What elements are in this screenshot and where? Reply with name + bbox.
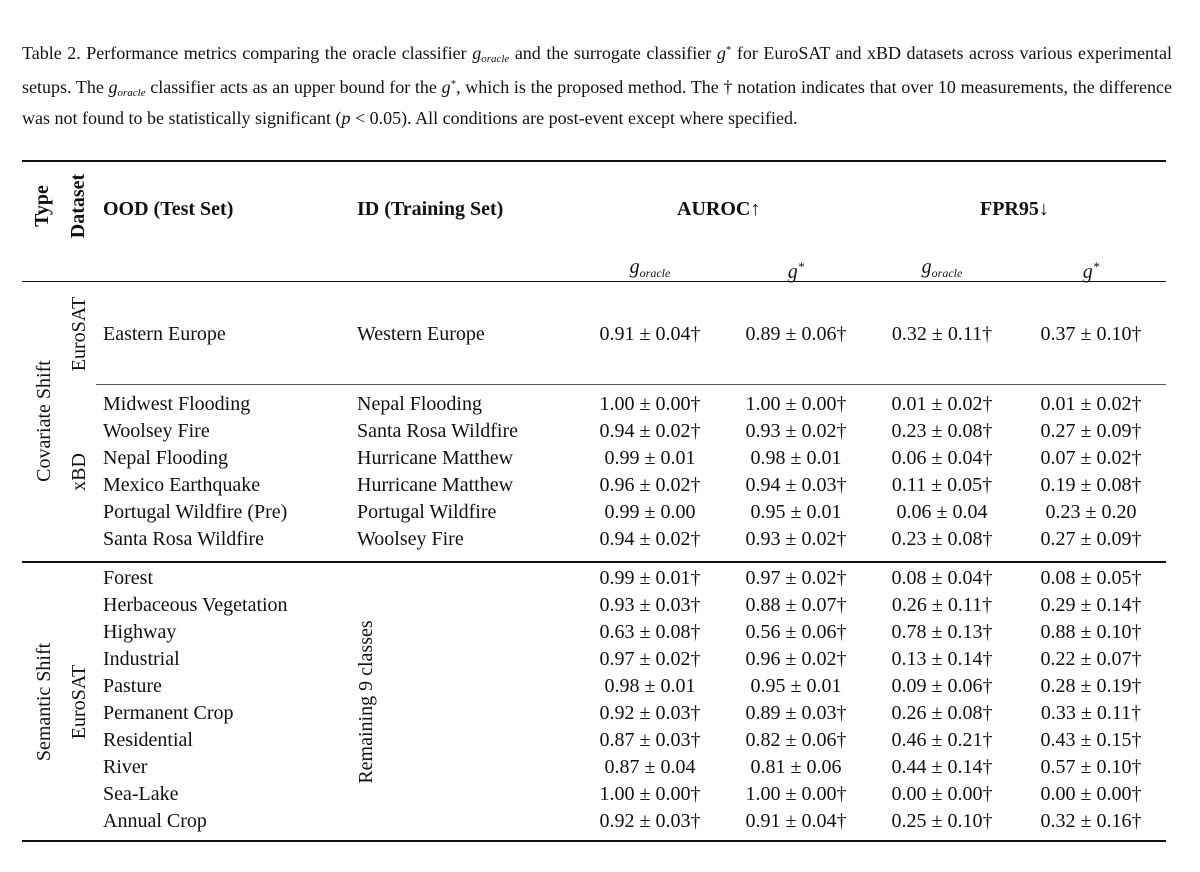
cell-auroc-oracle: 0.87 ± 0.03† <box>599 729 701 751</box>
header-fpr-g-star: g* <box>1082 259 1100 283</box>
cell-auroc-g-star: 0.97 ± 0.02† <box>745 567 847 589</box>
cell-ood: Mexico Earthquake <box>103 474 261 496</box>
cell-fpr-g-star: 0.37 ± 0.10† <box>1040 323 1142 345</box>
cell-fpr-g-star: 0.88 ± 0.10† <box>1040 621 1142 643</box>
cell-auroc-oracle: 0.97 ± 0.02† <box>599 648 701 670</box>
cell-ood: Portugal Wildfire (Pre) <box>103 501 288 523</box>
caption-star-superscript-2: * <box>450 78 457 90</box>
header-dataset: Dataset <box>67 173 89 239</box>
cell-ood: Nepal Flooding <box>103 447 228 469</box>
cell-auroc-oracle: 0.92 ± 0.03† <box>599 702 701 724</box>
cell-fpr-oracle: 0.13 ± 0.14† <box>891 648 993 670</box>
cell-auroc-g-star: 0.95 ± 0.01 <box>750 675 842 697</box>
cell-ood: Pasture <box>103 675 162 697</box>
cell-ood: Midwest Flooding <box>103 393 251 415</box>
cell-fpr-g-star: 0.23 ± 0.20 <box>1045 501 1137 523</box>
cell-auroc-oracle: 0.96 ± 0.02† <box>599 474 701 496</box>
cell-id: Nepal Flooding <box>357 393 482 415</box>
cell-ood: Forest <box>103 567 153 589</box>
cell-auroc-oracle: 0.94 ± 0.02† <box>599 420 701 442</box>
cell-auroc-oracle: 0.99 ± 0.01† <box>599 567 701 589</box>
header-fpr-g-oracle: $g_{oracle}$ <box>921 256 963 280</box>
header-auroc: AUROC↑ <box>677 198 761 220</box>
cell-fpr-g-star: 0.29 ± 0.14† <box>1040 594 1142 616</box>
cell-fpr-g-star: 0.01 ± 0.02† <box>1040 393 1142 415</box>
cell-auroc-g-star: 1.00 ± 0.00† <box>745 783 847 805</box>
cell-auroc-oracle: 0.92 ± 0.03† <box>599 810 701 832</box>
cell-ood: Woolsey Fire <box>103 420 210 442</box>
cell-auroc-g-star: 0.82 ± 0.06† <box>745 729 847 751</box>
bottom-rule <box>22 840 1166 842</box>
caption-text-1: Table 2. Performance metrics comparing the oracle classifier <box>22 43 473 63</box>
caption-oracle-subscript: oracle <box>481 53 510 65</box>
cell-auroc-oracle: 0.63 ± 0.08† <box>599 621 701 643</box>
cell-auroc-g-star: 0.93 ± 0.02† <box>745 420 847 442</box>
cell-auroc-g-star: 0.98 ± 0.01 <box>750 447 842 469</box>
caption-g-oracle-symbol: g <box>472 43 482 63</box>
caption-text-6: < 0.05). All conditions are post-event except where specified. <box>350 108 798 128</box>
cell-fpr-g-star: 0.27 ± 0.09† <box>1040 420 1142 442</box>
dataset-eurosat-semantic: EuroSAT <box>68 664 90 740</box>
caption-g-star-symbol: g <box>716 43 726 63</box>
cell-ood: Eastern Europe <box>103 323 226 345</box>
cell-id: Woolsey Fire <box>357 528 464 550</box>
cell-id: Hurricane Matthew <box>357 447 514 469</box>
header-auroc-g-star: g* <box>787 259 805 283</box>
covariate-semantic-divider <box>22 561 1166 563</box>
cell-ood: Highway <box>103 621 177 643</box>
cell-auroc-oracle: 0.87 ± 0.04 <box>604 756 696 778</box>
caption-star-superscript: * <box>725 44 732 56</box>
cell-fpr-g-star: 0.43 ± 0.15† <box>1040 729 1142 751</box>
cell-fpr-oracle: 0.00 ± 0.00† <box>891 783 993 805</box>
cell-auroc-g-star: 0.96 ± 0.02† <box>745 648 847 670</box>
caption-text-3: for EuroSAT and xBD datasets across various experimental setups. The <box>22 43 1173 97</box>
cell-fpr-oracle: 0.23 ± 0.08† <box>891 420 993 442</box>
cell-auroc-oracle: 0.99 ± 0.01 <box>604 447 696 469</box>
cell-auroc-oracle: 0.93 ± 0.03† <box>599 594 701 616</box>
cell-fpr-oracle: 0.01 ± 0.02† <box>891 393 993 415</box>
cell-fpr-g-star: 0.27 ± 0.09† <box>1040 528 1142 550</box>
header-type: Type <box>31 185 53 227</box>
cell-auroc-oracle: 1.00 ± 0.00† <box>599 393 701 415</box>
cell-auroc-g-star: 0.91 ± 0.04† <box>745 810 847 832</box>
cell-auroc-g-star: 1.00 ± 0.00† <box>745 393 847 415</box>
header-auroc-g-oracle: $g_{oracle}$ <box>629 256 671 280</box>
cell-id: Western Europe <box>357 323 485 345</box>
header-fpr95: FPR95↓ <box>980 198 1049 220</box>
cell-fpr-oracle: 0.26 ± 0.08† <box>891 702 993 724</box>
cell-fpr-g-star: 0.28 ± 0.19† <box>1040 675 1142 697</box>
cell-fpr-g-star: 0.22 ± 0.07† <box>1040 648 1142 670</box>
eurosat-xbd-divider <box>96 384 1166 385</box>
cell-auroc-g-star: 0.95 ± 0.01 <box>750 501 842 523</box>
cell-fpr-oracle: 0.23 ± 0.08† <box>891 528 993 550</box>
cell-fpr-g-star: 0.07 ± 0.02† <box>1040 447 1142 469</box>
cell-auroc-g-star: 0.94 ± 0.03† <box>745 474 847 496</box>
caption-g-star-symbol-2: g <box>441 77 451 97</box>
cell-auroc-g-star: 0.56 ± 0.06† <box>745 621 847 643</box>
cell-ood: River <box>103 756 148 778</box>
cell-ood: Sea-Lake <box>103 783 179 805</box>
cell-auroc-g-star: 0.93 ± 0.02† <box>745 528 847 550</box>
cell-id: Santa Rosa Wildfire <box>357 420 519 442</box>
cell-ood: Residential <box>103 729 193 751</box>
group-semantic-shift: Semantic Shift <box>33 642 55 762</box>
cell-auroc-oracle: 0.99 ± 0.00 <box>604 501 696 523</box>
cell-fpr-g-star: 0.00 ± 0.00† <box>1040 783 1142 805</box>
cell-fpr-g-star: 0.33 ± 0.11† <box>1040 702 1142 724</box>
cell-id: Hurricane Matthew <box>357 474 514 496</box>
cell-fpr-oracle: 0.25 ± 0.10† <box>891 810 993 832</box>
cell-fpr-oracle: 0.06 ± 0.04† <box>891 447 993 469</box>
cell-auroc-oracle: 0.91 ± 0.04† <box>599 323 701 345</box>
cell-auroc-g-star: 0.88 ± 0.07† <box>745 594 847 616</box>
caption-text-5: , which is the proposed method. The † notation indicates that over 10 measurements, the difference was not found to be statistically significant ( <box>22 77 1172 128</box>
cell-fpr-g-star: 0.08 ± 0.05† <box>1040 567 1142 589</box>
cell-fpr-oracle: 0.08 ± 0.04† <box>891 567 993 589</box>
dataset-eurosat-covariate: EuroSAT <box>68 296 90 372</box>
dataset-xbd: xBD <box>68 453 90 491</box>
cell-fpr-oracle: 0.78 ± 0.13† <box>891 621 993 643</box>
cell-id: Portugal Wildfire <box>357 501 497 523</box>
cell-fpr-oracle: 0.06 ± 0.04 <box>896 501 988 523</box>
caption-g-oracle-symbol-2: g <box>108 77 118 97</box>
group-covariate-shift: Covariate Shift <box>33 360 55 482</box>
cell-auroc-oracle: 0.98 ± 0.01 <box>604 675 696 697</box>
cell-fpr-oracle: 0.46 ± 0.21† <box>891 729 993 751</box>
cell-fpr-g-star: 0.19 ± 0.08† <box>1040 474 1142 496</box>
header-ood: OOD (Test Set) <box>103 198 234 220</box>
cell-ood: Permanent Crop <box>103 702 234 724</box>
header-id: ID (Training Set) <box>357 198 504 220</box>
cell-ood: Annual Crop <box>103 810 207 832</box>
top-rule <box>22 160 1166 162</box>
caption-oracle-subscript-2: oracle <box>117 87 146 99</box>
cell-auroc-oracle: 1.00 ± 0.00† <box>599 783 701 805</box>
cell-ood: Herbaceous Vegetation <box>103 594 288 616</box>
table-caption <box>22 38 1172 131</box>
cell-fpr-g-star: 0.57 ± 0.10† <box>1040 756 1142 778</box>
cell-auroc-g-star: 0.89 ± 0.03† <box>745 702 847 724</box>
caption-p-symbol: p <box>341 108 351 128</box>
caption-text-4: classifier acts as an upper bound for the <box>145 77 442 97</box>
id-remaining-classes: Remaining 9 classes <box>355 620 377 784</box>
cell-auroc-g-star: 0.81 ± 0.06 <box>750 756 842 778</box>
cell-fpr-oracle: 0.09 ± 0.06† <box>891 675 993 697</box>
cell-fpr-g-star: 0.32 ± 0.16† <box>1040 810 1142 832</box>
cell-fpr-oracle: 0.32 ± 0.11† <box>891 323 993 345</box>
cell-fpr-oracle: 0.26 ± 0.11† <box>891 594 993 616</box>
cell-fpr-oracle: 0.44 ± 0.14† <box>891 756 993 778</box>
cell-ood: Industrial <box>103 648 180 670</box>
cell-ood: Santa Rosa Wildfire <box>103 528 265 550</box>
caption-text-2: and the surrogate classifier <box>509 43 717 63</box>
cell-auroc-g-star: 0.89 ± 0.06† <box>745 323 847 345</box>
cell-fpr-oracle: 0.11 ± 0.05† <box>891 474 993 496</box>
cell-auroc-oracle: 0.94 ± 0.02† <box>599 528 701 550</box>
